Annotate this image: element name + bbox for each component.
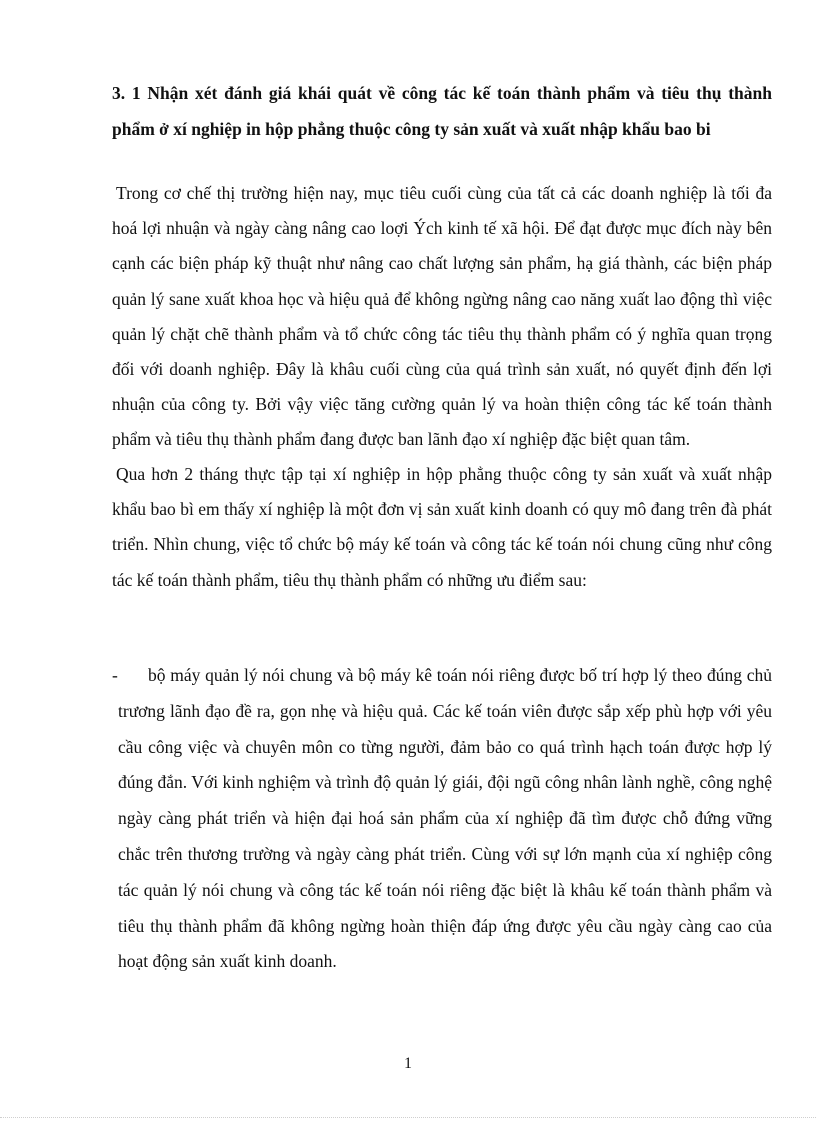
bullet-list-item <box>112 658 772 980</box>
page-number: 1 <box>404 1055 412 1072</box>
body-paragraph-1: Trong cơ chế thị trường hiện nay, mục tiêu cuối cùng của tất cả các doanh nghiệp là tối đa hoá lợi nhuận và ngày càng nâng cao loợi Ých kinh tế xã hội. Để đạt được mục đích này bên cạnh các biện pháp kỹ thuật như nâng cao chất lượng sản phẩm, hạ giá thành, các biện pháp quản lý sane xuất khoa học và hiệu quả để không ngừng nâng cao năng xuất lao động thì việc quản lý chặt chẽ thành phẩm và tổ chức công tác tiêu thụ thành phẩm có ý nghĩa quan trọng đối với doanh nghiệp. Đây là khâu cuối cùng của quá trình sản xuất, nó quyết định đến lợi nhuận của công ty. Bởi vậy việc tăng cường quản lý va hoàn thiện công tác kế toán thành phẩm và tiêu thụ thành phẩm đang được ban lãnh đạo xí nghiệp đặc biệt quan tâm. <box>112 183 772 450</box>
bullet-text: bộ máy quản lý nói chung và bộ máy kê toán nói riêng được bố trí hợp lý theo đúng chủ trương lãnh đạo đề ra, gọn nhẹ và hiệu quả. Các kế toán viên được sắp xếp phù hợp với yêu cầu công việc và chuyên môn co từng người, đảm bảo co quá trình hạch toán được hợp lý đúng đắn. Với kinh nghiệm và trình độ quản lý giái, đội ngũ công nhân lành nghề, công nghệ ngày càng phát triển và hiện đại hoá sản phẩm của xí nghiệp đã tìm được chỗ đứng vững chắc trên thương trường và ngày càng phát triển. Cùng với sự lớn mạnh của xí nghiệp công tác quản lý nói chung và công tác kế toán nói riêng đặc biệt là khâu kế toán thành phẩm và tiêu thụ thành phẩm đã không ngừng hoàn thiện đáp ứng được yêu cầu ngày càng cao của hoạt động sản xuất kinh doanh. <box>118 665 772 972</box>
body-paragraph-2: Qua hơn 2 tháng thực tập tại xí nghiệp in hộp phẳng thuộc công ty sản xuất và xuất nhập khẩu bao bì em thấy xí nghiệp là một đơn vị sản xuất kinh doanh có quy mô đang trên đà phát triển. Nhìn chung, việc tổ chức bộ máy kế toán và công tác kế toán nói chung cũng như công tác kế toán thành phẩm, tiêu thụ thành phẩm có những ưu điểm sau: <box>112 464 772 590</box>
page-bottom-divider <box>0 1117 816 1118</box>
section-heading: 3. 1 Nhận xét đánh giá khái quát về công tác kế toán thành phẩm và tiêu thụ thành phẩm ở xí nghiệp in hộp phẳng thuộc công ty sản xuất và xuất nhập khẩu bao bi <box>112 83 772 139</box>
bullet-dash: - <box>112 665 118 685</box>
